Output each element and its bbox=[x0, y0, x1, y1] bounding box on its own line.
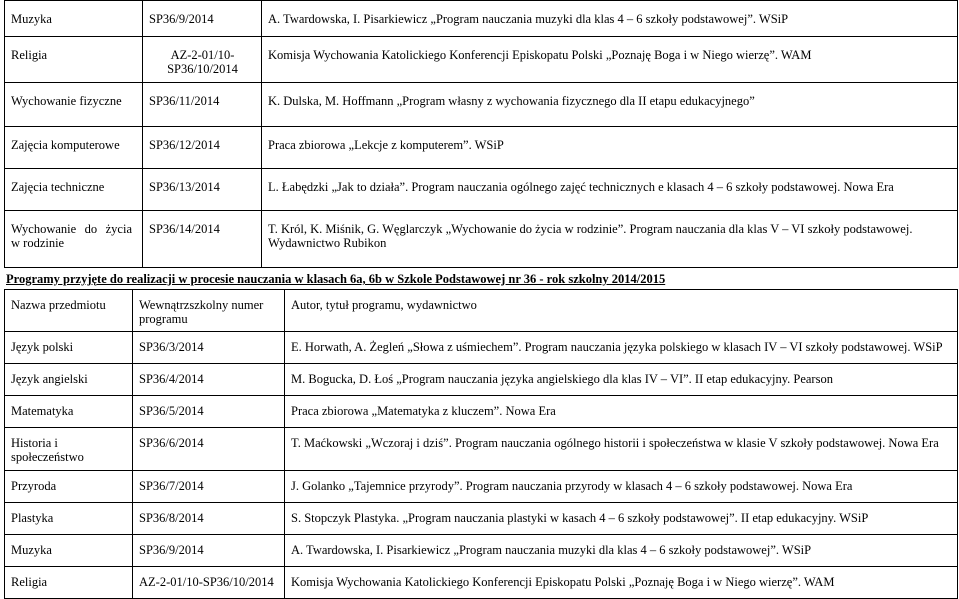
table-row bbox=[5, 83, 958, 127]
subject-cell: Język angielski bbox=[5, 364, 133, 396]
number-cell: SP36/5/2014 bbox=[133, 396, 285, 428]
table-row bbox=[5, 396, 958, 428]
program-cell: Komisja Wychowania Katolickiego Konferencji Episkopatu Polski „Poznaję Boga i w Niego wierzę”. WAM bbox=[285, 567, 958, 599]
subject-cell: Wychowanie do życia w rodzinie bbox=[5, 211, 143, 268]
subject-cell: Przyroda bbox=[5, 471, 133, 503]
program-cell: A. Twardowska, I. Pisarkiewicz „Program nauczania muzyki dla klas 4 – 6 szkoły podstawowej”. WSiP bbox=[262, 1, 958, 37]
program-cell: K. Dulska, M. Hoffmann „Program własny z wychowania fizycznego dla II etapu edukacyjnego” bbox=[262, 83, 958, 127]
table-row bbox=[5, 503, 958, 535]
program-cell: T. Maćkowski „Wczoraj i dziś”. Program nauczania ogólnego historii i społeczeństwa w klasie V szkoły podstawowej. Nowa Era bbox=[285, 428, 958, 471]
subject-cell: Zajęcia techniczne bbox=[5, 169, 143, 211]
subject-cell: Matematyka bbox=[5, 396, 133, 428]
number-cell: SP36/14/2014 bbox=[143, 211, 262, 268]
program-cell: Praca zbiorowa „Lekcje z komputerem”. WSiP bbox=[262, 127, 958, 169]
program-cell: T. Król, K. Miśnik, G. Węglarczyk „Wychowanie do życia w rodzinie”. Program nauczania dla klas V – VI szkoły podstawowej. Wydawnictwo Rubikon bbox=[262, 211, 958, 268]
table-row bbox=[5, 211, 958, 268]
table-row bbox=[5, 332, 958, 364]
table-row bbox=[5, 428, 958, 471]
subject-cell: Wychowanie fizyczne bbox=[5, 83, 143, 127]
subject-cell: Historia i społeczeństwo bbox=[5, 428, 133, 471]
number-cell: SP36/9/2014 bbox=[143, 1, 262, 37]
program-cell: S. Stopczyk Plastyka. „Program nauczania plastyki w kasach 4 – 6 szkoły podstawowej”. II etap edukacyjny. WSiP bbox=[285, 503, 958, 535]
program-cell: E. Horwath, A. Żegleń „Słowa z uśmiechem”. Program nauczania języka polskiego w klasach IV – VI szkoły podstawowej. WSiP bbox=[285, 332, 958, 364]
table-row bbox=[5, 1, 958, 37]
program-cell: A. Twardowska, I. Pisarkiewicz „Program nauczania muzyki dla klas 4 – 6 szkoły podstawowej”. WSiP bbox=[285, 535, 958, 567]
table-row bbox=[5, 471, 958, 503]
number-cell: SP36/13/2014 bbox=[143, 169, 262, 211]
program-cell: J. Golanko „Tajemnice przyrody”. Program nauczania przyrody w klasach 4 – 6 szkoły podstawowej. Nowa Era bbox=[285, 471, 958, 503]
subject-cell: Zajęcia komputerowe bbox=[5, 127, 143, 169]
table-row bbox=[5, 127, 958, 169]
subject-cell: Język polski bbox=[5, 332, 133, 364]
table-row bbox=[5, 535, 958, 567]
table-row bbox=[5, 169, 958, 211]
programs-table-top bbox=[4, 0, 958, 268]
table-row bbox=[5, 567, 958, 599]
subject-cell: Plastyka bbox=[5, 503, 133, 535]
program-cell: Komisja Wychowania Katolickiego Konferencji Episkopatu Polski „Poznaję Boga i w Niego wierzę”. WAM bbox=[262, 37, 958, 83]
section-heading: Programy przyjęte do realizacji w procesie nauczania w klasach 6a, 6b w Szkole Podstawowej nr 36 - rok szkolny 2014/2015 bbox=[6, 272, 666, 286]
programs-table-6ab bbox=[4, 289, 958, 599]
program-cell: L. Łabędzki „Jak to działa”. Program nauczania ogólnego zajęć technicznych e klasach 4 – 6 szkoły podstawowej. Nowa Era bbox=[262, 169, 958, 211]
number-cell: AZ-2-01/10-SP36/10/2014 bbox=[133, 567, 285, 599]
number-text: AZ-2-01/10-SP36/10/2014 bbox=[167, 48, 238, 76]
number-cell: SP36/12/2014 bbox=[143, 127, 262, 169]
number-cell: SP36/8/2014 bbox=[133, 503, 285, 535]
number-cell: SP36/11/2014 bbox=[143, 83, 262, 127]
subject-cell: Religia bbox=[5, 37, 143, 83]
table-row bbox=[5, 37, 958, 83]
number-cell: SP36/9/2014 bbox=[133, 535, 285, 567]
subject-cell: Muzyka bbox=[5, 1, 143, 37]
number-cell: SP36/3/2014 bbox=[133, 332, 285, 364]
header-number: Wewnątrzszkolny numer programu bbox=[133, 290, 285, 332]
table-row bbox=[5, 364, 958, 396]
subject-cell: Muzyka bbox=[5, 535, 133, 567]
number-cell: SP36/7/2014 bbox=[133, 471, 285, 503]
number-cell: SP36/4/2014 bbox=[133, 364, 285, 396]
subject-cell: Religia bbox=[5, 567, 133, 599]
program-cell: Praca zbiorowa „Matematyka z kluczem”. Nowa Era bbox=[285, 396, 958, 428]
number-cell bbox=[143, 37, 262, 83]
table-header-row bbox=[5, 290, 958, 332]
header-program: Autor, tytuł programu, wydawnictwo bbox=[285, 290, 958, 332]
header-subject: Nazwa przedmiotu bbox=[5, 290, 133, 332]
program-cell: M. Bogucka, D. Łoś „Program nauczania języka angielskiego dla klas IV – VI”. II etap edukacyjny. Pearson bbox=[285, 364, 958, 396]
number-cell: SP36/6/2014 bbox=[133, 428, 285, 471]
